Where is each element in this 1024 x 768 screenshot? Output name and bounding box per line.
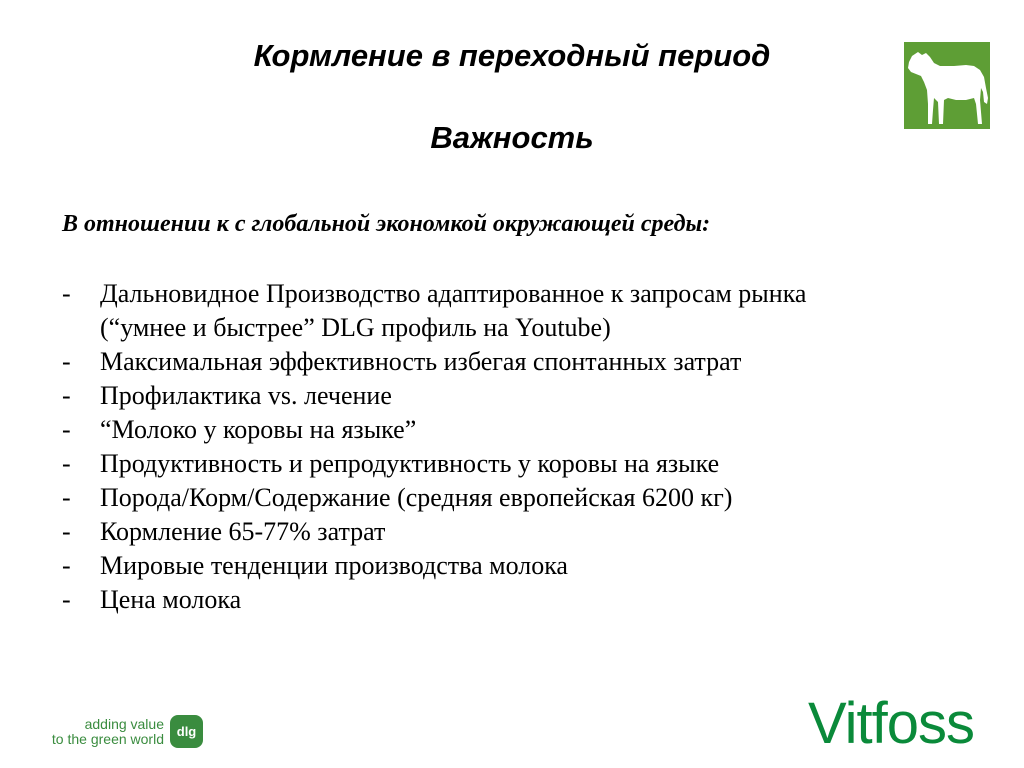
bullet-marker: - bbox=[62, 347, 71, 376]
list-item-text: Мировые тенденции производства молока bbox=[100, 551, 568, 580]
list-item-text: Порода/Корм/Содержание (средняя европейская 6200 кг) bbox=[100, 483, 733, 512]
list-item-text: Цена молока bbox=[100, 585, 242, 614]
bullet-list bbox=[62, 277, 1002, 617]
intro-text: В отношении к с глобальной экономкой окружающей среды: bbox=[62, 211, 711, 237]
vitfoss-logo: Vitfoss bbox=[808, 691, 975, 756]
list-item-text: Профилактика vs. лечение bbox=[100, 381, 392, 410]
bullet-marker: - bbox=[62, 551, 71, 580]
list-item-text: Дальновидное Производство адаптированное к запросам рынка bbox=[100, 279, 807, 308]
dlg-logo bbox=[170, 715, 203, 748]
list-item bbox=[62, 583, 1002, 617]
bullet-marker: - bbox=[62, 279, 71, 308]
dlg-logo-text: dlg bbox=[176, 724, 197, 739]
list-item bbox=[62, 277, 1002, 345]
list-item-text: (“умнее и быстрее” DLG профиль на Youtube) bbox=[100, 313, 611, 342]
list-item-text: Максимальная эффективность избегая спонтанных затрат bbox=[100, 347, 742, 376]
list-item bbox=[62, 379, 1002, 413]
cow-logo bbox=[904, 42, 990, 129]
list-item-text: “Молоко у коровы на языке” bbox=[100, 415, 417, 444]
list-item bbox=[62, 481, 1002, 515]
slide-subtitle: Важность bbox=[430, 120, 594, 155]
bullet-marker: - bbox=[62, 415, 71, 444]
list-item-text: Кормление 65-77% затрат bbox=[100, 517, 386, 546]
bullet-marker: - bbox=[62, 585, 71, 614]
bullet-marker: - bbox=[62, 449, 71, 478]
bullet-marker: - bbox=[62, 381, 71, 410]
list-item-text: Продуктивность и репродуктивность у коровы на языке bbox=[100, 449, 720, 478]
list-item bbox=[62, 447, 1002, 481]
list-item bbox=[62, 515, 1002, 549]
bullet-marker: - bbox=[62, 483, 71, 512]
slide-title: Кормление в переходный период bbox=[253, 38, 771, 73]
list-item bbox=[62, 549, 1002, 583]
list-item bbox=[62, 345, 1002, 379]
tagline-line: to the green world bbox=[51, 731, 164, 747]
list-item bbox=[62, 413, 1002, 447]
tagline bbox=[42, 717, 164, 747]
bullet-marker: - bbox=[62, 517, 71, 546]
cow-icon bbox=[904, 42, 990, 129]
tagline-line: adding value bbox=[84, 716, 164, 732]
